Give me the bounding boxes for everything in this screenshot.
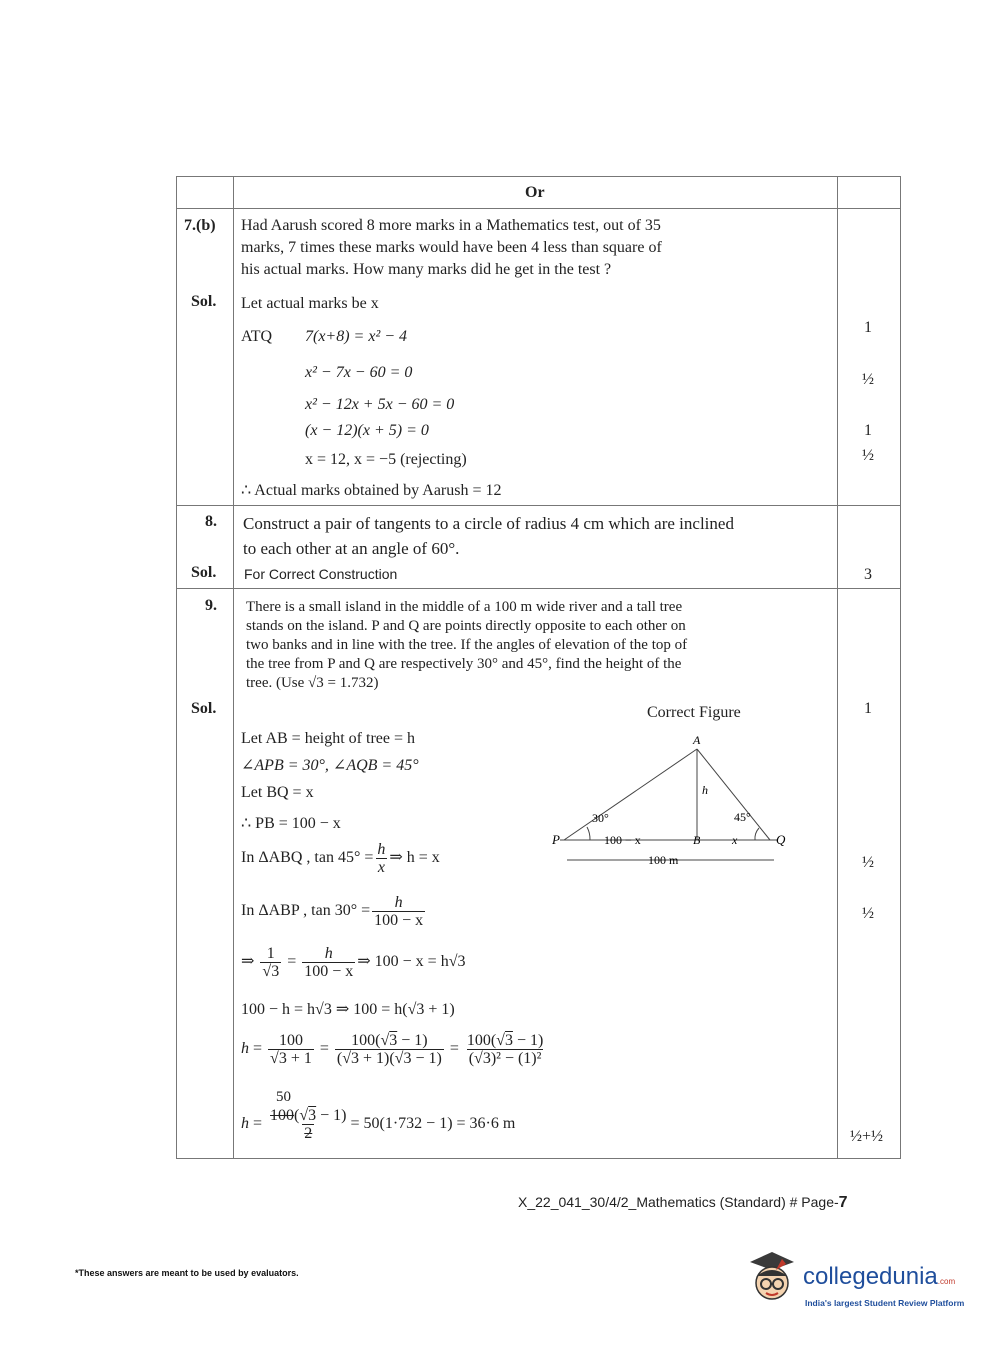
equation: x = 12, x = −5 (rejecting) — [305, 451, 467, 468]
solution-label: Sol. — [191, 564, 217, 581]
question-text: Had Aarush scored 8 more marks in a Mathematics test, out of 35 marks, 7 times these marks would have been 4 less than square of his actual marks. How many marks did he get in the test ? — [241, 217, 662, 278]
label-angle-30: 30° — [592, 811, 609, 825]
fraction: $\frac{1}{√3}$ — [262, 945, 280, 980]
label-p: P — [552, 832, 560, 847]
fraction: $\frac{h}{100 - x}$ — [304, 945, 354, 980]
page-reference: X_22_041_30/4/2_Mathematics (Standard) # Page-7 — [518, 1194, 848, 1211]
label-q: Q — [776, 832, 786, 847]
brand-name: collegedunia.com — [803, 1263, 956, 1290]
fraction: $\frac{100(√3 - 1)}{\text{(√3)² − (1)²}}$ — [466, 1032, 544, 1067]
fraction: $\frac{100}{√3 + 1}$ — [270, 1032, 312, 1067]
line-pa — [564, 749, 697, 840]
solution-step: In ΔABP , tan 30° = $\frac{h}{100 - x}$ — [241, 894, 424, 929]
fraction: $\frac{100(√3 - 1)}{2}$ — [270, 1107, 347, 1142]
solution-step: Let actual marks be x — [241, 295, 379, 312]
equation: x² − 12x + 5x − 60 = 0 — [305, 396, 455, 413]
equation: 7(x+8) = x² − 4 — [305, 328, 408, 345]
conclusion: ∴ Actual marks obtained by Aarush = 12 — [241, 482, 502, 499]
marks: 1 — [864, 319, 872, 336]
evaluator-note: *These answers are meant to be used by evaluators. — [75, 1268, 299, 1278]
solution-step: Let AB = height of tree = h — [241, 730, 416, 747]
answer-table — [176, 176, 901, 1159]
solution-step: In ΔABQ , tan 45° = $\frac{h}{x}$ ⇒ h = x — [241, 841, 440, 876]
question-number: 8. — [205, 513, 217, 530]
label-bq: x — [732, 833, 738, 847]
label-h: h — [702, 783, 708, 797]
fraction: $\frac{100(√3 - 1)}{(√3 + 1)(√3 - 1)}$ — [336, 1032, 442, 1067]
marks: ½ — [862, 905, 874, 922]
construction-answer: For Correct Construction — [244, 566, 398, 582]
solution-step: ∠APB = 30°, ∠AQB = 45° — [241, 757, 419, 774]
cancel-note: 50 — [276, 1089, 291, 1105]
column-divider-left — [233, 177, 234, 1158]
solution-step: h = $\frac{100(√3 - 1)}{2}$ = 50(1·732 − 1) = 36·6 m — [241, 1107, 516, 1142]
solution-step: Let BQ = x — [241, 784, 314, 801]
marks: ½ — [862, 371, 874, 388]
label-total: 100 m — [648, 853, 679, 867]
label-b: B — [693, 833, 701, 847]
solution-step: h = $\frac{100}{√3 + 1}$ = $\frac{100(√3 - 1)}{(√3 + 1)(√3 - 1)}$ = $\frac{100(√3 - 1)}{\text{(√3)² − (1)²}}$ — [241, 1032, 544, 1067]
solution-step: ⇒ $\frac{1}{√3}$ = $\frac{h}{100 - x}$ ⇒ 100 − x = h√3 — [241, 945, 466, 980]
brand-tagline: India's largest Student Review Platform — [805, 1298, 965, 1308]
atq-label: ATQ — [241, 328, 273, 345]
marks: 1 — [864, 700, 872, 717]
label-pb: 100 − x — [604, 833, 641, 847]
solution-step: 100 − h = h√3 ⇒ 100 = h(√3 + 1) — [241, 1001, 455, 1018]
row-divider — [177, 208, 900, 209]
or-label: Or — [525, 184, 545, 201]
label-angle-45: 45° — [734, 810, 751, 824]
label-a: A — [693, 733, 701, 747]
marks: ½ — [862, 854, 874, 871]
fraction: $\frac{h}{100 - x}$ — [374, 894, 424, 929]
marks: ½+½ — [850, 1128, 884, 1145]
solution-label: Sol. — [191, 293, 217, 310]
angle-arc-p — [587, 827, 590, 840]
solution-label: Sol. — [191, 700, 217, 717]
triangle-figure — [552, 732, 792, 867]
row-divider — [177, 505, 900, 506]
equation: x² − 7x − 60 = 0 — [305, 364, 413, 381]
fraction: $\frac{h}{x}$ — [377, 841, 386, 876]
figure-caption: Correct Figure — [647, 704, 741, 721]
row-divider — [177, 588, 900, 589]
angle-arc-q — [755, 828, 759, 840]
question-text: Construct a pair of tangents to a circle of radius 4 cm which are inclined to each other at an angle of 60°. — [243, 514, 734, 558]
solution-step: ∴ PB = 100 − x — [241, 815, 341, 832]
marks: 1 — [864, 422, 872, 439]
marks: 3 — [864, 566, 872, 583]
question-number: 7.(b) — [184, 217, 216, 234]
marks: ½ — [862, 447, 874, 464]
question-number: 9. — [205, 597, 217, 614]
question-text: There is a small island in the middle of a 100 m wide river and a tall tree stands on the island. P and Q are points directly opposite to each other on two banks and in line with the tree. If the angles of elevation of the top of the tree from P and Q are respectively 30° and 45°, find the height of the tree. (Use √3 = 1.732) — [246, 599, 688, 691]
equation: (x − 12)(x + 5) = 0 — [305, 422, 429, 439]
mascot-logo-icon — [742, 1250, 802, 1312]
column-divider-right — [837, 177, 838, 1158]
